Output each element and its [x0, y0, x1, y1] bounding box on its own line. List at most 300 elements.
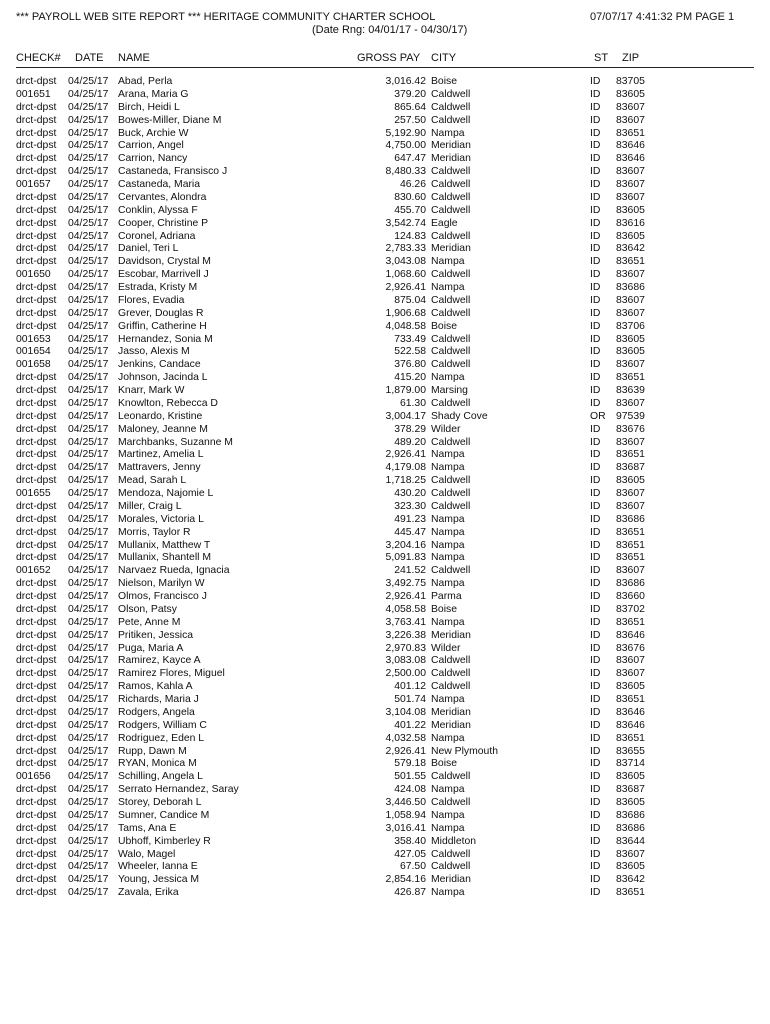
city: Caldwell	[431, 655, 471, 667]
gross-pay: 4,179.08	[385, 462, 426, 474]
city: Nampa	[431, 282, 465, 293]
city: Caldwell	[431, 500, 471, 512]
state: ID	[590, 76, 601, 87]
check-number: drct-dpst	[16, 500, 57, 512]
check-date: 04/25/17	[68, 243, 109, 255]
check-number: drct-dpst	[16, 114, 57, 126]
state: ID	[590, 114, 601, 126]
check-date: 04/25/17	[68, 88, 109, 100]
column-header-gross-pay: GROSS PAY	[357, 52, 421, 64]
check-number: drct-dpst	[16, 668, 57, 680]
check-number: drct-dpst	[16, 127, 57, 139]
gross-pay: 3,446.50	[385, 797, 426, 808]
employee-name: Morris, Taylor R	[118, 526, 191, 538]
check-number: drct-dpst	[16, 166, 57, 178]
check-date: 04/25/17	[68, 578, 109, 590]
check-date: 04/25/17	[68, 140, 109, 152]
table-row	[0, 694, 770, 707]
check-number: drct-dpst	[16, 475, 57, 487]
check-date: 04/25/17	[68, 616, 109, 628]
employee-name: Hernandez, Sonia M	[118, 333, 213, 345]
city: Caldwell	[431, 179, 471, 190]
employee-name: Coronel, Adriana	[118, 230, 196, 242]
zip: 83605	[616, 681, 645, 693]
check-number: drct-dpst	[16, 449, 57, 461]
table-row	[0, 849, 770, 862]
zip: 83686	[616, 282, 645, 293]
zip: 83607	[616, 101, 645, 113]
gross-pay: 415.20	[394, 372, 426, 384]
table-row	[0, 76, 770, 89]
table-row	[0, 385, 770, 398]
check-number: drct-dpst	[16, 835, 57, 847]
check-date: 04/25/17	[68, 861, 109, 873]
zip: 83686	[616, 809, 645, 821]
gross-pay: 3,492.75	[385, 578, 426, 590]
check-date: 04/25/17	[68, 797, 109, 808]
table-row	[0, 269, 770, 282]
check-date: 04/25/17	[68, 513, 109, 525]
column-header-name: NAME	[118, 52, 150, 64]
gross-pay: 378.29	[394, 423, 426, 435]
check-date: 04/25/17	[68, 552, 109, 564]
employee-name: Daniel, Teri L	[118, 243, 179, 255]
table-row	[0, 102, 770, 115]
table-row	[0, 231, 770, 244]
city: Boise	[431, 76, 457, 87]
employee-name: Mullanix, Matthew T	[118, 539, 211, 551]
check-date: 04/25/17	[68, 76, 109, 87]
zip: 83646	[616, 153, 645, 165]
city: Caldwell	[431, 488, 471, 499]
check-date: 04/25/17	[68, 346, 109, 358]
run-info: 07/07/17 4:41:32 PM PAGE 1	[590, 11, 735, 23]
state: ID	[590, 629, 601, 641]
city: Nampa	[431, 732, 465, 744]
table-row	[0, 192, 770, 205]
city: Caldwell	[431, 307, 471, 319]
zip: 83660	[616, 591, 645, 602]
employee-name: Arana, Maria G	[118, 88, 189, 100]
check-number: drct-dpst	[16, 732, 57, 744]
city: Caldwell	[431, 668, 471, 680]
employee-name: Narvaez Rueda, Ignacia	[118, 565, 230, 577]
state: ID	[590, 127, 601, 139]
city: Caldwell	[431, 397, 471, 409]
table-row	[0, 746, 770, 759]
check-number: drct-dpst	[16, 513, 57, 525]
table-row	[0, 256, 770, 269]
gross-pay: 3,226.38	[385, 629, 426, 641]
check-number: drct-dpst	[16, 887, 57, 899]
table-row	[0, 346, 770, 359]
employee-name: Sumner, Candice M	[118, 809, 210, 821]
table-row	[0, 655, 770, 668]
gross-pay: 61.30	[399, 397, 426, 409]
check-number: 001650	[16, 269, 51, 281]
table-row	[0, 630, 770, 643]
check-date: 04/25/17	[68, 809, 109, 821]
state: ID	[590, 822, 601, 834]
city: Caldwell	[431, 475, 471, 487]
zip: 83605	[616, 475, 645, 487]
state: ID	[590, 243, 601, 255]
date-range: (Date Rng: 04/01/17 - 04/30/17)	[312, 24, 468, 36]
city: Nampa	[431, 784, 465, 796]
check-date: 04/25/17	[68, 475, 109, 487]
report-title: *** PAYROLL WEB SITE REPORT *** HERITAGE COMMUNITY CHARTER SCHOOL	[16, 11, 436, 23]
city: Marsing	[431, 385, 468, 396]
employee-name: Ramirez, Kayce A	[118, 655, 201, 667]
column-header-city: CITY	[431, 52, 457, 64]
city: Parma	[431, 591, 462, 602]
zip: 83687	[616, 784, 645, 796]
gross-pay: 3,016.41	[385, 822, 426, 834]
gross-pay: 430.20	[394, 488, 426, 499]
state: ID	[590, 204, 601, 216]
table-row	[0, 836, 770, 849]
check-date: 04/25/17	[68, 204, 109, 216]
state: ID	[590, 616, 601, 628]
city: Nampa	[431, 539, 465, 551]
state: ID	[590, 423, 601, 435]
city: Boise	[431, 603, 457, 615]
check-date: 04/25/17	[68, 681, 109, 693]
check-date: 04/25/17	[68, 307, 109, 319]
city: Shady Cove	[431, 410, 488, 422]
zip: 83702	[616, 603, 645, 615]
table-row	[0, 295, 770, 308]
check-number: drct-dpst	[16, 874, 57, 886]
state: ID	[590, 861, 601, 873]
gross-pay: 830.60	[394, 191, 426, 203]
gross-pay: 2,854.16	[385, 874, 426, 886]
state: ID	[590, 797, 601, 808]
check-number: drct-dpst	[16, 591, 57, 602]
state: ID	[590, 552, 601, 564]
zip: 83607	[616, 359, 645, 371]
state: ID	[590, 578, 601, 590]
employee-name: Grever, Douglas R	[118, 307, 204, 319]
check-date: 04/25/17	[68, 423, 109, 435]
gross-pay: 379.20	[394, 88, 426, 100]
employee-name: Ramos, Kahla A	[118, 681, 193, 693]
employee-name: Walo, Magel	[118, 848, 176, 860]
check-number: drct-dpst	[16, 784, 57, 796]
check-number: 001655	[16, 488, 51, 499]
table-row	[0, 449, 770, 462]
check-date: 04/25/17	[68, 436, 109, 448]
zip: 83607	[616, 166, 645, 178]
city: Meridian	[431, 706, 471, 718]
gross-pay: 1,906.68	[385, 307, 426, 319]
employee-name: Conklin, Alyssa F	[118, 204, 198, 216]
check-number: drct-dpst	[16, 101, 57, 113]
table-row	[0, 540, 770, 553]
gross-pay: 4,750.00	[385, 140, 426, 152]
gross-pay: 501.74	[394, 694, 426, 705]
check-date: 04/25/17	[68, 835, 109, 847]
employee-name: Mullanix, Shantell M	[118, 552, 211, 564]
employee-name: Birch, Heidi L	[118, 101, 180, 113]
gross-pay: 491.23	[394, 513, 426, 525]
city: Caldwell	[431, 269, 471, 281]
city: Nampa	[431, 372, 465, 384]
gross-pay: 358.40	[394, 835, 426, 847]
zip: 83605	[616, 88, 645, 100]
zip: 83642	[616, 874, 645, 886]
check-number: 001657	[16, 179, 51, 190]
check-number: drct-dpst	[16, 153, 57, 165]
city: Meridian	[431, 153, 471, 165]
city: Caldwell	[431, 861, 471, 873]
employee-name: Schilling, Angela L	[118, 771, 203, 783]
table-row	[0, 823, 770, 836]
check-number: drct-dpst	[16, 642, 57, 654]
gross-pay: 426.87	[394, 887, 426, 899]
employee-name: Castaneda, Maria	[118, 179, 201, 190]
table-row	[0, 784, 770, 797]
city: Boise	[431, 320, 457, 332]
zip: 83706	[616, 320, 645, 332]
table-row	[0, 887, 770, 900]
table-row	[0, 501, 770, 514]
city: Caldwell	[431, 771, 471, 783]
city: Meridian	[431, 243, 471, 255]
table-row	[0, 89, 770, 102]
check-number: drct-dpst	[16, 616, 57, 628]
zip: 83651	[616, 887, 645, 899]
state: ID	[590, 372, 601, 384]
zip: 83605	[616, 204, 645, 216]
state: ID	[590, 513, 601, 525]
check-number: drct-dpst	[16, 76, 57, 87]
zip: 83651	[616, 372, 645, 384]
zip: 83607	[616, 294, 645, 306]
table-row	[0, 797, 770, 810]
check-number: drct-dpst	[16, 462, 57, 474]
table-row	[0, 617, 770, 630]
gross-pay: 427.05	[394, 848, 426, 860]
city: Nampa	[431, 513, 465, 525]
state: ID	[590, 732, 601, 744]
zip: 83605	[616, 771, 645, 783]
city: Nampa	[431, 822, 465, 834]
zip: 83686	[616, 822, 645, 834]
employee-name: Jenkins, Candace	[118, 359, 201, 371]
city: Nampa	[431, 578, 465, 590]
check-date: 04/25/17	[68, 217, 109, 229]
check-number: drct-dpst	[16, 848, 57, 860]
check-date: 04/25/17	[68, 732, 109, 744]
state: ID	[590, 539, 601, 551]
zip: 83651	[616, 694, 645, 705]
gross-pay: 2,926.41	[385, 449, 426, 461]
city: Caldwell	[431, 333, 471, 345]
city: Wilder	[431, 423, 461, 435]
check-number: drct-dpst	[16, 282, 57, 293]
city: Caldwell	[431, 191, 471, 203]
table-row	[0, 166, 770, 179]
state: ID	[590, 397, 601, 409]
zip: 83646	[616, 706, 645, 718]
check-number: drct-dpst	[16, 578, 57, 590]
zip: 83605	[616, 861, 645, 873]
employee-name: Olson, Patsy	[118, 603, 177, 615]
table-row	[0, 462, 770, 475]
state: ID	[590, 475, 601, 487]
gross-pay: 241.52	[394, 565, 426, 577]
state: ID	[590, 668, 601, 680]
gross-pay: 579.18	[394, 758, 426, 770]
table-row	[0, 218, 770, 231]
zip: 83607	[616, 179, 645, 190]
state: ID	[590, 230, 601, 242]
state: ID	[590, 565, 601, 577]
table-row	[0, 668, 770, 681]
city: Nampa	[431, 127, 465, 139]
check-date: 04/25/17	[68, 694, 109, 705]
check-number: drct-dpst	[16, 809, 57, 821]
state: ID	[590, 655, 601, 667]
check-number: drct-dpst	[16, 655, 57, 667]
employee-name: Flores, Evadia	[118, 294, 185, 306]
city: Caldwell	[431, 797, 471, 808]
zip: 83607	[616, 397, 645, 409]
check-date: 04/25/17	[68, 269, 109, 281]
check-date: 04/25/17	[68, 565, 109, 577]
city: Nampa	[431, 462, 465, 474]
check-date: 04/25/17	[68, 359, 109, 371]
check-number: drct-dpst	[16, 694, 57, 705]
employee-name: Knowlton, Rebecca D	[118, 397, 218, 409]
check-number: drct-dpst	[16, 603, 57, 615]
table-row	[0, 205, 770, 218]
employee-name: Carrion, Nancy	[118, 153, 188, 165]
employee-name: Serrato Hernandez, Saray	[118, 784, 239, 796]
check-date: 04/25/17	[68, 462, 109, 474]
gross-pay: 3,004.17	[385, 410, 426, 422]
table-row	[0, 565, 770, 578]
state: ID	[590, 848, 601, 860]
employee-name: Davidson, Crystal M	[118, 256, 211, 268]
city: Nampa	[431, 526, 465, 538]
employee-name: Carrion, Angel	[118, 140, 184, 152]
state: ID	[590, 887, 601, 899]
check-number: drct-dpst	[16, 256, 57, 268]
employee-name: Puga, Maria A	[118, 642, 184, 654]
column-header-date: DATE	[75, 52, 104, 64]
zip: 83651	[616, 526, 645, 538]
city: Wilder	[431, 642, 461, 654]
zip: 83607	[616, 655, 645, 667]
state: ID	[590, 771, 601, 783]
check-date: 04/25/17	[68, 603, 109, 615]
table-row	[0, 411, 770, 424]
gross-pay: 455.70	[394, 204, 426, 216]
employee-name: Young, Jessica M	[118, 874, 200, 886]
state: ID	[590, 256, 601, 268]
employee-name: Rodriguez, Eden L	[118, 732, 205, 744]
employee-name: Rodgers, Angela	[118, 706, 195, 718]
table-row	[0, 488, 770, 501]
city: Meridian	[431, 140, 471, 152]
zip: 83651	[616, 616, 645, 628]
zip: 83651	[616, 449, 645, 461]
check-number: drct-dpst	[16, 320, 57, 332]
check-date: 04/25/17	[68, 127, 109, 139]
gross-pay: 2,926.41	[385, 282, 426, 293]
city: Caldwell	[431, 114, 471, 126]
check-date: 04/25/17	[68, 591, 109, 602]
check-number: drct-dpst	[16, 230, 57, 242]
gross-pay: 401.12	[394, 681, 426, 693]
zip: 83607	[616, 307, 645, 319]
zip: 83605	[616, 333, 645, 345]
check-date: 04/25/17	[68, 706, 109, 718]
check-date: 04/25/17	[68, 771, 109, 783]
gross-pay: 4,058.58	[385, 603, 426, 615]
check-number: drct-dpst	[16, 217, 57, 229]
employee-name: Buck, Archie W	[118, 127, 189, 139]
employee-name: Rodgers, William C	[118, 719, 207, 731]
state: ID	[590, 719, 601, 731]
gross-pay: 1,058.94	[385, 809, 426, 821]
table-row	[0, 398, 770, 411]
city: Caldwell	[431, 230, 471, 242]
check-date: 04/25/17	[68, 372, 109, 384]
check-number: drct-dpst	[16, 410, 57, 422]
zip: 83605	[616, 797, 645, 808]
check-number: 001658	[16, 359, 51, 371]
state: ID	[590, 346, 601, 358]
check-date: 04/25/17	[68, 101, 109, 113]
check-number: 001654	[16, 346, 51, 358]
gross-pay: 3,204.16	[385, 539, 426, 551]
employee-name: Miller, Craig L	[118, 500, 182, 512]
city: Nampa	[431, 809, 465, 821]
check-date: 04/25/17	[68, 256, 109, 268]
employee-name: Pritiken, Jessica	[118, 629, 194, 641]
employee-name: Cervantes, Alondra	[118, 191, 207, 203]
check-number: drct-dpst	[16, 243, 57, 255]
zip: 83651	[616, 256, 645, 268]
gross-pay: 733.49	[394, 333, 426, 345]
zip: 97539	[616, 410, 645, 422]
table-row	[0, 810, 770, 823]
gross-pay: 46.26	[399, 179, 426, 190]
gross-pay: 2,783.33	[385, 243, 426, 255]
zip: 83607	[616, 668, 645, 680]
table-row	[0, 514, 770, 527]
employee-name: Storey, Deborah L	[118, 797, 202, 808]
city: Meridian	[431, 719, 471, 731]
check-date: 04/25/17	[68, 500, 109, 512]
state: ID	[590, 784, 601, 796]
city: Nampa	[431, 616, 465, 628]
table-row	[0, 681, 770, 694]
check-number: drct-dpst	[16, 397, 57, 409]
gross-pay: 376.80	[394, 359, 426, 371]
gross-pay: 4,048.58	[385, 320, 426, 332]
gross-pay: 4,032.58	[385, 732, 426, 744]
gross-pay: 8,480.33	[385, 166, 426, 178]
table-row	[0, 128, 770, 141]
employee-name: Bowes-Miller, Diane M	[118, 114, 222, 126]
table-row	[0, 552, 770, 565]
check-date: 04/25/17	[68, 410, 109, 422]
zip: 83605	[616, 346, 645, 358]
